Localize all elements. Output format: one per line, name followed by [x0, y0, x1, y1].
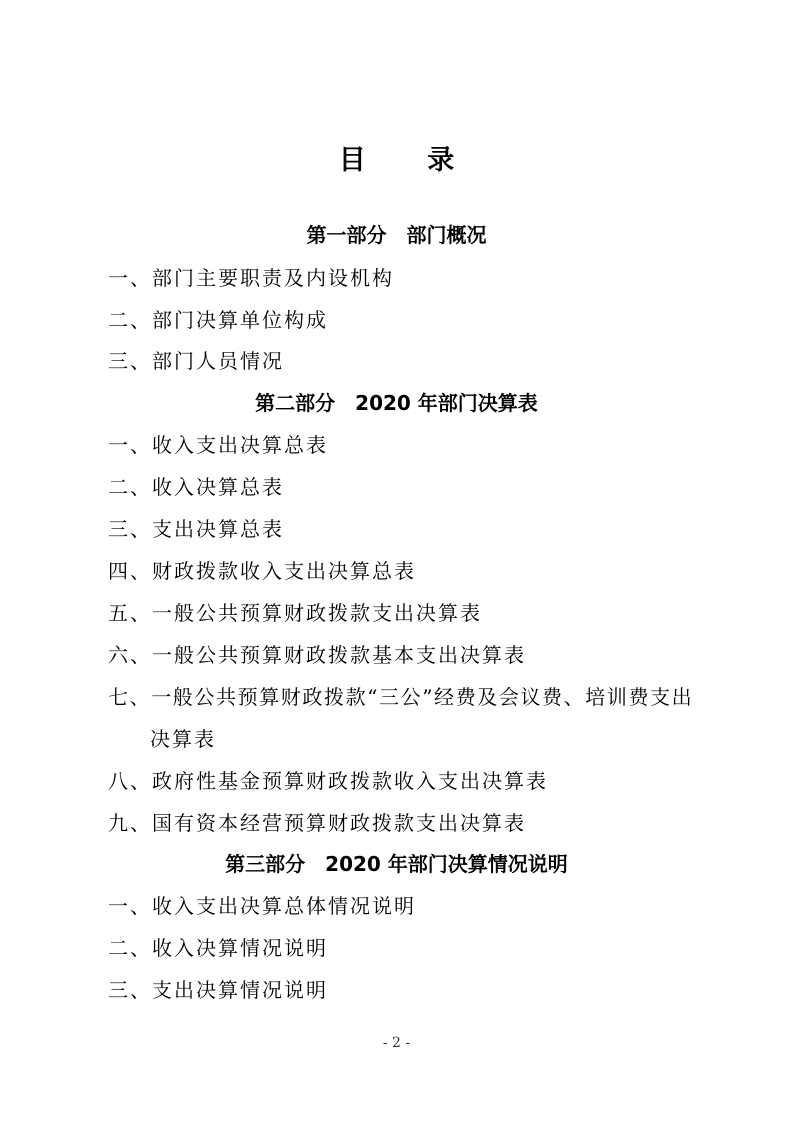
toc-item: 三、部门人员情况 — [108, 349, 284, 373]
toc-item: 二、部门决算单位构成 — [108, 308, 328, 332]
toc-item: 七、一般公共预算财政拨款“三公”经费及会议费、培训费支出 — [108, 685, 694, 709]
section-heading-3: 第三部分 2020 年部门决算情况说明 — [225, 852, 568, 876]
toc-item: 六、一般公共预算财政拨款基本支出决算表 — [108, 643, 526, 667]
toc-item: 八、政府性基金预算财政拨款收入支出决算表 — [108, 769, 548, 793]
toc-item: 二、收入决算情况说明 — [108, 936, 328, 960]
toc-item: 一、收入支出决算总体情况说明 — [108, 894, 416, 918]
toc-item: 一、收入支出决算总表 — [108, 433, 328, 457]
page-number: - 2 - — [382, 1035, 411, 1051]
toc-item-continuation: 决算表 — [150, 727, 216, 751]
section-heading-2: 第二部分 2020 年部门决算表 — [255, 391, 538, 415]
page-title: 目 录 — [338, 145, 481, 176]
toc-item: 三、支出决算总表 — [108, 517, 284, 541]
toc-item: 四、财政拨款收入支出决算总表 — [108, 559, 416, 583]
toc-item: 二、收入决算总表 — [108, 475, 284, 499]
toc-item: 九、国有资本经营预算财政拨款支出决算表 — [108, 811, 526, 835]
toc-item: 五、一般公共预算财政拨款支出决算表 — [108, 601, 482, 625]
section-heading-1: 第一部分 部门概况 — [306, 223, 487, 247]
toc-item: 三、支出决算情况说明 — [108, 978, 328, 1002]
toc-item: 一、部门主要职责及内设机构 — [108, 266, 394, 290]
